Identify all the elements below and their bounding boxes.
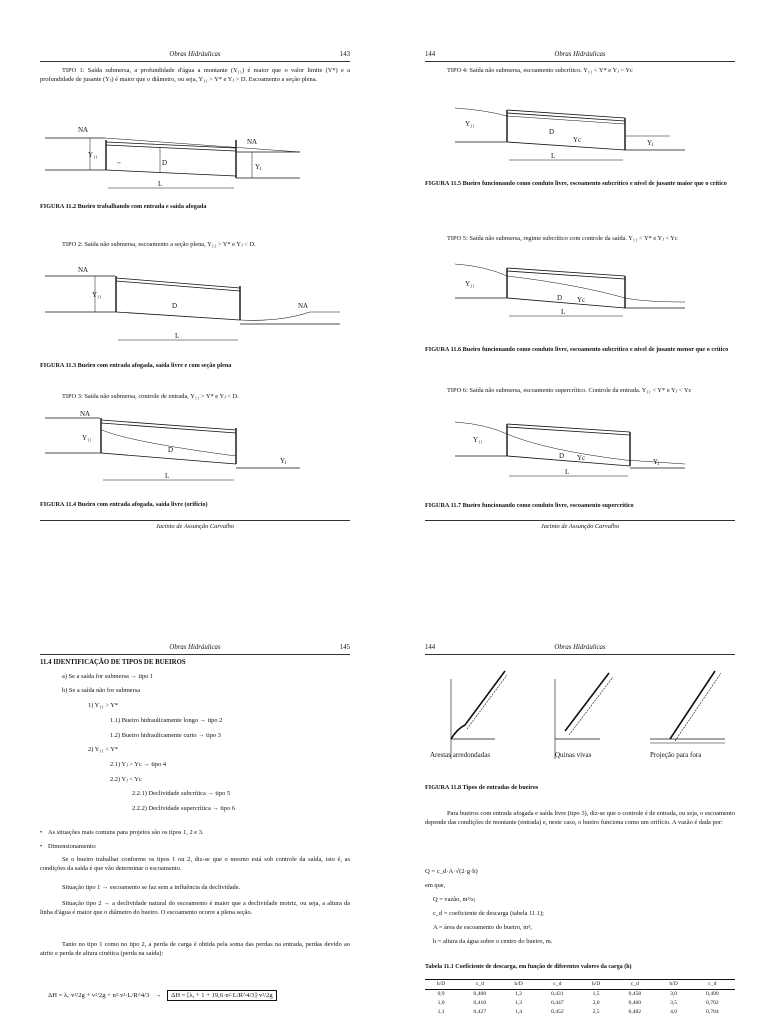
y11-label-2: Y₁₁ (92, 291, 102, 299)
section-title: 11.4 IDENTIFICAÇÃO DE TIPOS DE BUEIROS (40, 659, 186, 666)
paragraph: Tanto no tipo 1 como no tipo 2, a perda de carga é obtida pela soma das perdas na entrada, perdas devido ao atrito e perda de altura cinética (perda na saída): (40, 941, 350, 958)
table-row (425, 999, 735, 1008)
figure-11-4-diagram (40, 408, 350, 493)
table-cell: 3,5 (670, 1000, 678, 1007)
table-cell: 0,410 (473, 1000, 487, 1007)
l-label: L (158, 180, 163, 188)
definition-item: Q = vazão, m³/s; (433, 896, 476, 903)
table-cell: 0,9 (437, 991, 445, 998)
header-title: Obras Hidráulicas (169, 51, 221, 58)
d-label: D (162, 159, 168, 167)
na-label-right: NA (247, 138, 258, 146)
page-header (425, 643, 735, 655)
table-header: h/D (657, 980, 689, 990)
bullet-item (40, 842, 350, 851)
bullet-text: Dimensionamento: (48, 843, 97, 850)
y11-label-4: Y₁₁ (465, 120, 475, 128)
paragraph: Situação tipo 1 → escoamento se faz sem a influência da declividade. (62, 884, 241, 891)
na-label-jusante: NA (298, 302, 309, 310)
table-cell: 0,490 (706, 991, 719, 998)
page-header (425, 50, 735, 62)
figure-11-8-caption: FIGURA 11.8 Tipos de entradas de bueiros (425, 784, 539, 791)
discharge-coefficient-table (425, 979, 735, 1017)
d-label-5: D (557, 294, 563, 302)
svg-text:→: → (115, 158, 122, 166)
page-number: 144 (425, 644, 436, 651)
yc-label-5: Yc (577, 296, 586, 304)
entry-type-label: Quinas vivas (555, 751, 592, 759)
tree-item: 2.2) Yⱼ < Yc (110, 776, 142, 783)
header-title: Obras Hidráulicas (169, 644, 221, 651)
table-cell: 1,3 (515, 1000, 523, 1007)
y11-label: Y₁₁ (88, 151, 98, 159)
table-cell: 1,2 (515, 991, 523, 998)
tree-item: 1.2) Bueiro hidraulicamente curto → tipo 3 (110, 732, 221, 739)
y11-label-6: Y₁₁ (473, 436, 483, 444)
d-label-4: D (549, 128, 555, 136)
table-cell: 0,447 (551, 1000, 564, 1007)
tree-item: 2.1) Yⱼ > Yc → tipo 4 (110, 761, 167, 768)
na-label: NA (78, 126, 89, 134)
definition-item: A = área de escoamento do bueiro, m²; (433, 924, 532, 931)
tipo3-text: TIPO 3: Saída não submersa, controle de entrada, Y₁₁ > Y* e Yⱼ < D. (62, 393, 239, 400)
header-title: Obras Hidráulicas (554, 644, 606, 651)
table-header: c_d (612, 980, 657, 990)
em-que-label: em que, (425, 882, 446, 889)
tipo4-text: TIPO 4: Saída não submersa, escoamento subcrítico. Y₁₁ < Y* e Yⱼ > Yc (447, 67, 633, 74)
figure-11-3-diagram (40, 260, 350, 350)
tipo5-text: TIPO 5: Saída não submersa, regime subcrítico com controle da saída. Y₁₁ < Y* e Yⱼ < Yc (447, 235, 678, 242)
y11-label-5: Y₁₁ (465, 280, 475, 288)
table-header: c_d (535, 980, 580, 990)
d-label-2: D (172, 302, 178, 310)
table-cell: 0,482 (628, 1009, 642, 1016)
na-label-2: NA (78, 266, 89, 274)
l-label-6: L (565, 468, 570, 476)
table-cell: 4,0 (670, 1009, 678, 1016)
paragraph: Para bueiros com entrada afogada e saída livre (tipo 3), diz-se que o controle é de entrada, ou seja, o escoamento depende das condições de montante (entrada) e, neste caso, o bueiro funciona como um orifício. A vazão é dada por: (425, 810, 735, 827)
header-title: Obras Hidráulicas (554, 51, 606, 58)
table-cell: 1,1 (437, 1009, 445, 1016)
formula-arrow: → (154, 992, 162, 999)
tree-item: a) Se a saída for submersa → tipo 1 (62, 673, 154, 680)
bullet-text: As situações mais comuns para projetos são os tipos 1, 2 e 3. (48, 829, 204, 836)
figure-11-5-diagram (425, 90, 735, 180)
yj-label-3: Yⱼ (280, 457, 287, 465)
table-header: c_d (690, 980, 735, 990)
table-cell: 1,5 (592, 991, 600, 998)
definition-item: c_d = coeficiente de descarga (tabela 11.1); (433, 910, 544, 917)
figure-11-2-caption: FIGURA 11.2 Bueiro trabalhando com entrada e saída afogada (40, 203, 207, 210)
d-label-3: D (168, 446, 174, 454)
page-145 (40, 643, 350, 1024)
figure-11-6-caption: FIGURA 11.6 Bueiro funcionando como conduto livre, escoamento subcrítico e nível de jusante menor que o crítico (425, 346, 729, 353)
table-cell: 3,0 (670, 991, 678, 998)
bullet-icon: • (40, 829, 43, 836)
table-header: h/D (502, 980, 534, 990)
yc-label-6: Yc (577, 454, 586, 462)
page-header (40, 643, 350, 655)
table-header-row (425, 980, 735, 990)
l-label-4: L (551, 152, 556, 160)
paragraph: Situação tipo 2 → a declividade natural do escoamento é maior que a declividade motriz, ou seja, a altura da linha d'água é maior que o diâmetro do bueiro. O escoamento ocorre a plena seção. (40, 900, 350, 917)
formula-left: ΔH = λₑ·v²/2g + v²/2g + n²·v²·L/R^4/3 (48, 992, 150, 999)
y11-label-3: Y₁₁ (82, 434, 92, 442)
figure-11-2-diagram (40, 120, 350, 250)
yj-label-4: Yⱼ (647, 139, 654, 147)
table-cell: 0,400 (473, 991, 487, 998)
page-footer: Jacinto de Assunção Carvalho (40, 520, 350, 531)
tree-item: 2.2.2) Declividade supercrítica → tipo 6 (132, 805, 236, 812)
l-label-2: L (175, 332, 180, 340)
yc-label-4: Yc (573, 136, 582, 144)
page-143 (40, 50, 350, 528)
tipo1-text: TIPO 1: Saída submersa, a profundidade d'água a montante (Y₁₁) é maior que o valor limite (Y*) e a profundidade de jusante (Yⱼ) é maior que o diâmetro, ou seja, Y₁₁ > Y* e Yⱼ > D. Escoamento a seção plena. (40, 67, 350, 84)
table-cell: 0,458 (628, 991, 642, 998)
page-144-b (425, 643, 735, 1024)
paragraph: Se o bueiro trabalhar conforme os tipos 1 ou 2, diz-se que o mesmo está sob controle da saída, isto é, as condições da saída é que vão determinar o escoamento. (40, 856, 350, 873)
bullet-icon: • (40, 843, 43, 850)
table-row (425, 1008, 735, 1017)
figure-11-7-caption: FIGURA 11.7 Bueiro funcionando como conduto livre, escoamento supercrítico (425, 502, 634, 509)
yj-label-6: Yⱼ (653, 458, 660, 466)
l-label-3: L (165, 472, 170, 480)
page-number: 143 (339, 51, 350, 58)
page-number: 145 (339, 644, 350, 651)
figure-11-6-diagram (425, 250, 735, 340)
table-cell: 0,431 (551, 991, 564, 998)
tipo6-text: TIPO 6: Saída não submersa, escoamento supercrítico. Controle da entrada. Y₁₁ < Y* e Yⱼ < Yc (447, 387, 692, 394)
table-cell: 1,0 (437, 1000, 445, 1007)
tree-item: 2) Y₁₁ < Y* (88, 746, 119, 753)
entry-type-label: Projeção para fora (650, 751, 702, 759)
yj-label: Yⱼ (255, 163, 262, 171)
table-cell: 2,5 (592, 1009, 600, 1016)
figure-11-8-diagram (425, 659, 735, 764)
table-cell: 0,704 (706, 1009, 719, 1016)
figure-11-3-caption: FIGURA 11.3 Bueiro com entrada afogada, saída livre e com seção plena (40, 362, 232, 369)
table-header: c_d (457, 980, 502, 990)
table-cell: 0,702 (706, 1000, 719, 1007)
tipo2-text: TIPO 2: Saída não submersa, escoamento a seção plena, Y₁₁ > Y* e Yⱼ < D. (62, 241, 256, 248)
table-cell: 0,460 (628, 1000, 642, 1007)
tree-item: 2.2.1) Declividade subcrítica → tipo 5 (132, 790, 231, 797)
tree-item: b) Se a saída não for submersa (62, 687, 141, 694)
tree-item: 1.1) Bueiro hidraulicamente longo → tipo 2 (110, 717, 223, 724)
figure-11-4-caption: FIGURA 11.4 Bueiro com entrada afogada, saída livre (orifício) (40, 501, 208, 508)
page-header (40, 50, 350, 62)
table-header: h/D (425, 980, 457, 990)
l-label-5: L (561, 308, 566, 316)
table-caption: Tabela 11.1 Coeficiente de descarga, em função de diferentes valores da carga (h) (425, 964, 632, 970)
page-number: 144 (425, 51, 436, 58)
entry-type-label: Arestas arredondadas (430, 751, 491, 759)
na-label-3: NA (80, 410, 91, 418)
bullet-item (40, 828, 350, 837)
tree-item: 1) Y₁₁ > Y* (88, 702, 119, 709)
formula-right: ΔH = [λₑ + 1 + 19,6·n²·L/R^4/3]·v²/2g (167, 990, 277, 1001)
definition-item: h = altura da água sobre o centro do bueiro, m. (433, 938, 553, 945)
table-row (425, 990, 735, 1000)
head-loss-formula (48, 991, 277, 1001)
discharge-formula: Q = c_d·A·√(2·g·h) (425, 868, 478, 875)
page-144 (425, 50, 735, 528)
table-header: h/D (580, 980, 612, 990)
page-footer: Jacinto de Assunção Carvalho (425, 520, 735, 531)
table-cell: 0,427 (473, 1009, 487, 1016)
table-cell: 0,452 (551, 1009, 564, 1016)
table-cell: 1,4 (515, 1009, 523, 1016)
d-label-6: D (559, 452, 565, 460)
table-cell: 2,0 (592, 1000, 600, 1007)
figure-11-7-diagram (425, 412, 735, 492)
figure-11-5-caption: FIGURA 11.5 Bueiro funcionando como conduto livre, escoamento subcrítico e nível de jusante maior que o crítico (425, 180, 727, 187)
